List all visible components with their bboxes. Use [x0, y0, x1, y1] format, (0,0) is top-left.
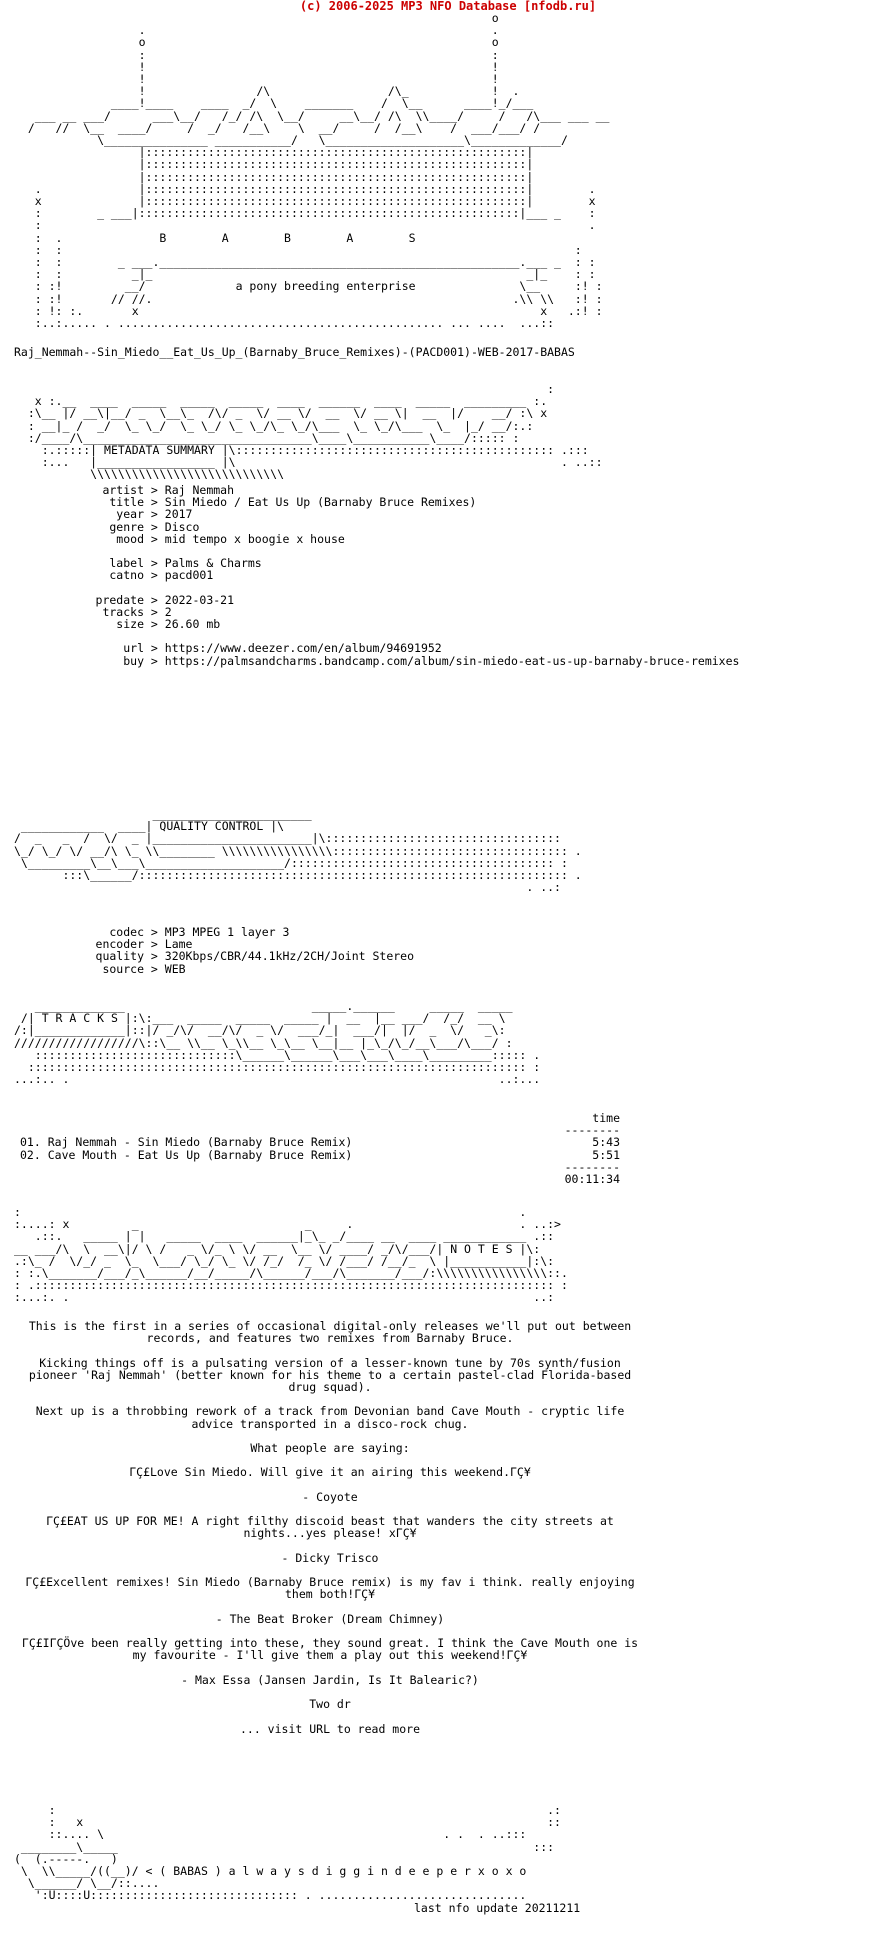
tagline: a pony breeding enterprise: [235, 279, 416, 294]
note-quote: ΓÇ£Excellent remixes! Sin Miedo (Barnaby Bruce remix) is my fav i think. really enjoying them both!ΓÇ¥: [25, 1575, 635, 1602]
meta-row: title > Sin Miedo / Eat Us Up (Barnaby Bruce Remixes): [109, 495, 477, 510]
tracklist: [20, 1112, 620, 1185]
note-paragraph: Kicking things off is a pulsating version of a lesser-known tune by 70s synth/fusion pioneer 'Raj Nemmah' (better known for his theme to a certain pastel-clad Florida-based drug squad).: [28, 1355, 632, 1394]
section-tracks: T R A C K S: [41, 1011, 118, 1026]
meta-row: tracks > 2: [102, 604, 172, 619]
time-header: time: [592, 1111, 620, 1125]
note-attribution: - Max Essa (Jansen Jardin, Is It Balearic?): [181, 1672, 479, 1687]
meta-row-url[interactable]: url > https://www.deezer.com/en/album/94691952: [123, 641, 442, 656]
nfo-header: (c) 2006-2025 MP3 NFO Database [nfodb.ru]: [299, 0, 597, 13]
meta-row: catno > pacd001: [109, 568, 214, 583]
meta-row: year > 2017: [116, 507, 193, 522]
meta-row: genre > Disco: [109, 519, 200, 534]
note-attribution: - The Beat Broker (Dream Chimney): [215, 1611, 445, 1626]
babas-logo-art: o . . o o : : ! ! ! ! ! /\ /\_ ! . ____!____ ____ _/ \ _______ / \__ ____!_/___ ___ __ ___/ ___\__/ /_/ /\ \__/ __\__/ /\ \\____/ / /\___ ___ __ / // \__ ____/ / _/ /__\ \ __/ / /__\ / ___/___/ / \_______________ ___________/ \____________________\_____________/ |:::::::::::::::::::::::::::::::::::::::::::::::::::::::| |:::::::::::::::::::::::::::::::::::::::::::::::::::::::| |:::::::::::::::::::::::::::::::::::::::::::::::::::::::| . |:::::::::::::::::::::::::::::::::::::::::::::::::::::::| . x |:::::::::::::::::::::::::::::::::::::::::::::::::::::::| x : _ ___|:::::::::::::::::::::::::::::::::::::::::::::::::::::::|___ _ : : . : . B A B A S : : : : : _ ___.____________________________________________________.___ _ : : : : _|_ _|_ : : : :! __/ a pony breeding enterprise \__ :! : : :! // //. .\\ \\ :! : : !: :. x x .:! : :..:..... . ............................................... ... .... ...::: [27, 11, 610, 331]
meta-row-buy[interactable]: buy > https://palmsandcharms.bandcamp.com/album/sin-miedo-eat-us-up-barnaby-bruce-remixes: [123, 653, 740, 668]
track-row: 01. Raj Nemmah - Sin Miedo (Barnaby Bruce Remix) 5:43: [20, 1135, 620, 1150]
track-row: 02. Cave Mouth - Eat Us Up (Barnaby Bruce Remix) 5:51: [20, 1147, 620, 1162]
note-paragraph: ... visit URL to read more: [239, 1721, 420, 1736]
footer-tagline: ( BABAS ) a l w a y s d i g g i n d e e p e r x o x o: [159, 1864, 527, 1879]
note-attribution: - Coyote: [302, 1489, 358, 1504]
note-attribution: - Dicky Trisco: [281, 1550, 379, 1565]
quality-row: codec > MP3 MPEG 1 layer 3: [109, 925, 290, 939]
section-notes: N O T E S: [450, 1241, 513, 1256]
note-paragraph: What people are saying:: [250, 1440, 410, 1455]
note-paragraph: Two dr: [309, 1697, 351, 1712]
quality-banner-art: _______________________ ____________ ____| QUALITY CONTROL |\ / _ _ / \/ _ |_______________________|\:::::::::::::::::::::::::::::::::: \_/ \_/ \/ __/\ \_ \\________ \\\\\\\\\\\\\\\\:::::::::::::::::::::::::::::::::: . \_________\__\___\____________________/:::::::::::::::::::::::::::::::::::::: : :::\______/:::::::::::::::::::::::::::::::::::::::::::::::::::::::::::::: . . ..:: [14, 807, 582, 895]
metadata-list: [60, 484, 739, 667]
meta-row: size > 26.60 mb: [116, 617, 221, 632]
last-update: last nfo update 20211211: [414, 1901, 581, 1915]
note-quote: ΓÇ£Love Sin Miedo. Will give it an airing this weekend.ΓÇ¥: [129, 1465, 531, 1480]
notes-body: [20, 1320, 640, 1747]
quality-row: encoder > Lame: [95, 937, 193, 952]
footer-art: : .: : x :: ::.... \ . . . ..::: ________\_____ ::: ( (.-----. ) \ \\_____/((__)/ < ( BABAS ) a l w a y s d i g g i n d e e p e r x o x o \______/ \__/::.... ':U::::U:::::::::::::::::::::::::::::: . ..............................: [14, 1803, 561, 1903]
total-time: 00:11:34: [564, 1171, 620, 1186]
metadata-banner-art: : x :.__ ____ _____ _____ _____ ____ ______ ____ _____ _________ :. :\__ |/ __\|__/ _ \__\_ /\/ _ \/ __ \/ __ \/ __ \| __ |/ __/ :\ x : __|_ / _/ \_ \_/ \_ \_/ \_ \_/\_ \_/\___ \_ \_/\___ \_ |_/ __/:.: :/____/\_________________________________\____\___________\____/::::: : :.:::::| METADATA SUMMARY |\:::::::::::::::::::::::::::::::::::::::::::::: .::: :... |_________________ |\ . ..:: \\\\\\\\\\\\\\\\\\\\\\\\\\\\: [27, 382, 603, 482]
note-paragraph: This is the first in a series of occasional digital-only releases we'll put out between records, and features two remixes from Barnaby Bruce.: [28, 1319, 632, 1346]
section-quality: QUALITY CONTROL: [159, 819, 264, 834]
quality-row: quality > 320Kbps/CBR/44.1kHz/2CH/Joint Stereo: [95, 949, 415, 964]
logo-letters: B A B A S: [159, 230, 416, 245]
note-quote: ΓÇ£IΓÇÖve been really getting into these, they sound great. I think the Cave Mouth one is my favourite - I'll give them a play out this weekend!ΓÇ¥: [21, 1636, 639, 1663]
divider: --------: [564, 1123, 620, 1138]
meta-row: predate > 2022-03-21: [95, 592, 235, 607]
notes-banner-art: : . :....: x _ _ . . ..:> .::. _____ | | _____ ____ ______|_\_ _/____ __ ____ ____________ .:: __ ___/\ \ __\|/ \ / _ \/_ \ \/ __ \__ \/ ____/ _/\/___/| N O T E S |\: .:\_ / \/_/ _ \_ \___/ \_/ \_ \/ /_/ /_ \/ /___/ /__/_ \ |___________|:\: : :.\_______/___/_\______/__/_____/\______/___/\_______/___/:\\\\\\\\\\\\\\\\::. : .::::::::::::::::::::::::::::::::::::::::::::::::::::::::::::::::::::::::::: : :...:. . ..:: [14, 1205, 568, 1305]
note-paragraph: Next up is a throbbing rework of a track from Devonian band Cave Mouth - cryptic life advice transported in a disco-rock chug.: [35, 1404, 625, 1431]
meta-row: label > Palms & Charms: [109, 556, 262, 571]
meta-row: artist > Raj Nemmah: [102, 483, 235, 497]
quality-list: [60, 926, 414, 975]
section-metadata: METADATA SUMMARY: [104, 443, 215, 458]
divider: --------: [564, 1159, 620, 1174]
note-quote: ΓÇ£EAT US UP FOR ME! A right filthy discoid beast that wanders the city streets at nights...yes please! xΓÇ¥: [46, 1514, 614, 1541]
quality-row: source > WEB: [102, 961, 186, 976]
release-name: Raj_Nemmah--Sin_Miedo__Eat_Us_Up_(Barnaby_Bruce_Remixes)-(PACD001)-WEB-2017-BABAS: [14, 345, 575, 359]
tracks-banner-art: _____________ _____.______ _____ _____ /| T R A C K S |:\:___ _____ _____ _____ | __ |__ ___/ /_/ __ \ /:|_____________|::|/ _/\/ __/\/ _ \/ ___/_| ___/| |/ _ \/ _\: //////////////////\::\__ \\__ \_\\__ \_\__ \__|__ |_\_/\_/__\___/\___/ : :::::::::::::::::::::::::::::\______\______\___\___\____\_________::::: . :::::::::::::::::::::::::::::::::::::::::::::::::::::::::::::::::::::::: : ...:.. . ..:...: [14, 999, 541, 1087]
meta-row: mood > mid tempo x boogie x house: [116, 531, 345, 546]
